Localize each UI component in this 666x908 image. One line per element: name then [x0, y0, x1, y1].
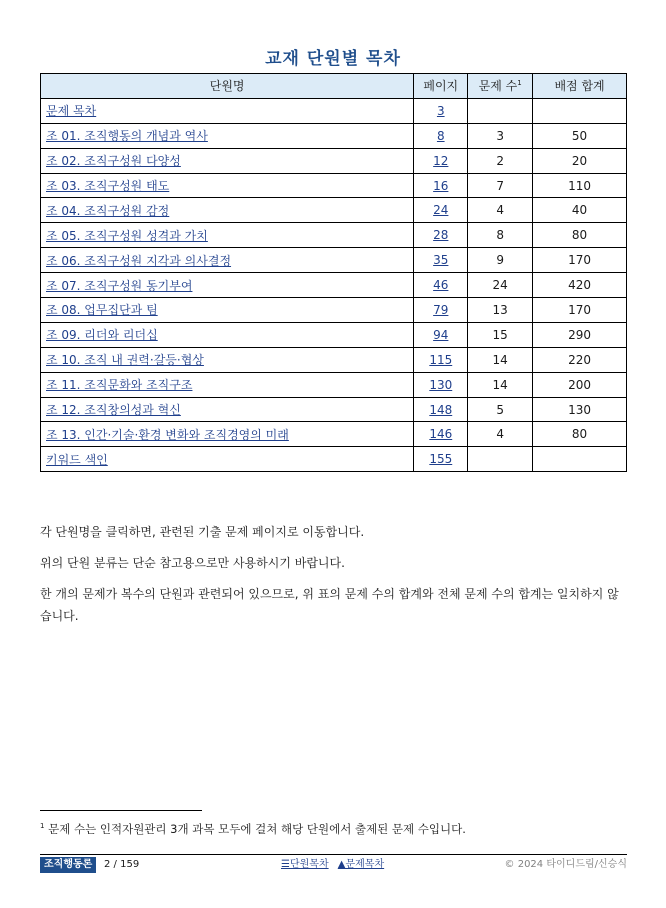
page-link[interactable]: 8 — [436, 128, 445, 143]
points-cell: 40 — [533, 198, 627, 223]
table-row — [41, 173, 627, 198]
points-cell: 80 — [533, 223, 627, 248]
notes — [40, 521, 626, 636]
points-cell: 170 — [533, 298, 627, 323]
page-link[interactable]: 12 — [433, 153, 449, 168]
page-link[interactable]: 155 — [429, 452, 453, 467]
note-1: 각 단원명을 클릭하면, 관련된 기출 문제 페이지로 이동합니다. — [40, 525, 365, 539]
unit-link[interactable]: 조 07. 조직구성원 동기부여 — [46, 278, 193, 293]
page-cell — [414, 98, 468, 123]
page-link[interactable]: 148 — [429, 402, 453, 417]
unit-link[interactable]: 조 10. 조직 내 권력·갈등·협상 — [46, 353, 204, 368]
points-cell: 20 — [533, 148, 627, 173]
table-header-row — [41, 74, 627, 99]
page-cell — [414, 198, 468, 223]
points-cell: 130 — [533, 397, 627, 422]
unit-toc-link[interactable]: ☰단원목차 — [281, 859, 329, 870]
page-link[interactable]: 28 — [433, 228, 449, 243]
unit-cell — [41, 322, 414, 347]
table-row — [41, 123, 627, 148]
toc-table — [40, 73, 627, 472]
page-cell — [414, 223, 468, 248]
header-points: 배점 합계 — [533, 74, 627, 99]
count-cell: 13 — [468, 298, 533, 323]
unit-link[interactable]: 조 03. 조직구성원 태도 — [46, 179, 170, 193]
count-cell: 14 — [468, 347, 533, 372]
page-cell — [414, 248, 468, 273]
points-cell — [533, 98, 627, 123]
unit-cell — [41, 397, 414, 422]
page-indicator: 2 / 159 — [104, 859, 140, 870]
count-cell: 2 — [468, 148, 533, 173]
table-row — [41, 148, 627, 173]
unit-link[interactable]: 조 05. 조직구성원 성격과 가치 — [46, 228, 208, 243]
page-link[interactable]: 35 — [433, 253, 449, 268]
count-cell: 3 — [468, 123, 533, 148]
table-row — [41, 198, 627, 223]
unit-cell — [41, 198, 414, 223]
unit-link[interactable]: 조 08. 업무집단과 팀 — [46, 303, 158, 318]
header-page: 페이지 — [414, 74, 468, 99]
table-row — [41, 98, 627, 123]
page-cell — [414, 397, 468, 422]
unit-link[interactable]: 조 02. 조직구성원 다양성 — [46, 154, 181, 169]
page-cell — [414, 123, 468, 148]
unit-cell — [41, 298, 414, 323]
page-cell — [414, 322, 468, 347]
table-row — [41, 372, 627, 397]
unit-cell — [41, 273, 414, 298]
unit-cell — [41, 372, 414, 397]
unit-cell — [41, 148, 414, 173]
count-cell — [468, 98, 533, 123]
page-link[interactable]: 115 — [429, 352, 453, 367]
footnote-mark: 1 — [40, 822, 45, 831]
note-2: 위의 단원 분류는 단순 참고용으로만 사용하시기 바랍니다. — [40, 556, 345, 570]
count-cell: 4 — [468, 422, 533, 447]
table-row — [41, 397, 627, 422]
unit-link[interactable]: 조 12. 조직창의성과 혁신 — [46, 403, 181, 418]
page-link[interactable]: 94 — [433, 327, 449, 342]
page-link[interactable]: 46 — [433, 278, 449, 293]
table-row — [41, 298, 627, 323]
points-cell: 220 — [533, 347, 627, 372]
page-cell — [414, 372, 468, 397]
unit-link[interactable]: 조 09. 리더와 리더십 — [46, 328, 158, 343]
points-cell: 170 — [533, 248, 627, 273]
unit-link[interactable]: 키워드 색인 — [46, 452, 108, 467]
unit-cell — [41, 223, 414, 248]
points-cell: 200 — [533, 372, 627, 397]
unit-cell — [41, 248, 414, 273]
header-count — [468, 74, 533, 99]
footnote — [40, 821, 466, 837]
footer-divider — [40, 854, 627, 855]
points-cell — [533, 447, 627, 472]
page-cell — [414, 148, 468, 173]
unit-cell — [41, 98, 414, 123]
page-link[interactable]: 130 — [429, 377, 453, 392]
count-cell — [468, 447, 533, 472]
unit-cell — [41, 173, 414, 198]
table-row — [41, 322, 627, 347]
points-cell: 420 — [533, 273, 627, 298]
table-row — [41, 273, 627, 298]
unit-cell — [41, 123, 414, 148]
footnote-ref: 1 — [517, 79, 522, 88]
count-cell: 15 — [468, 322, 533, 347]
count-cell: 7 — [468, 173, 533, 198]
problem-toc-link[interactable]: ▲문제목차 — [337, 859, 385, 870]
note-3: 한 개의 문제가 복수의 단원과 관련되어 있으므로, 위 표의 문제 수의 합계와 전체 문제 수의 합계는 일치하지 않습니다. — [40, 587, 619, 623]
subject-badge: 조직행동론 — [40, 857, 96, 873]
page-link[interactable]: 146 — [429, 427, 453, 442]
points-cell: 50 — [533, 123, 627, 148]
points-cell: 290 — [533, 322, 627, 347]
count-cell: 4 — [468, 198, 533, 223]
table-row — [41, 347, 627, 372]
header-count-label: 문제 수 — [478, 79, 518, 94]
footnote-text: 문제 수는 인적자원관리 3개 과목 모두에 걸쳐 해당 단원에서 출제된 문제 수입니다. — [48, 822, 466, 836]
page-cell — [414, 422, 468, 447]
unit-link[interactable]: 조 11. 조직문화와 조직구조 — [46, 378, 193, 393]
page-link[interactable]: 79 — [433, 302, 449, 317]
page-cell — [414, 173, 468, 198]
unit-cell — [41, 422, 414, 447]
unit-link[interactable]: 조 06. 조직구성원 지각과 의사결정 — [46, 253, 232, 268]
footer — [40, 857, 627, 873]
unit-link[interactable]: 조 13. 인간·기술·환경 변화와 조직경영의 미래 — [46, 427, 289, 442]
points-cell: 80 — [533, 422, 627, 447]
page-title: 교재 단원별 목차 — [265, 49, 401, 69]
unit-cell — [41, 447, 414, 472]
unit-cell — [41, 347, 414, 372]
unit-link[interactable]: 조 01. 조직행동의 개념과 역사 — [46, 129, 208, 144]
page-cell — [414, 298, 468, 323]
page-cell — [414, 347, 468, 372]
page-cell — [414, 273, 468, 298]
points-cell: 110 — [533, 173, 627, 198]
header-unit: 단원명 — [41, 74, 414, 99]
page-link[interactable]: 16 — [433, 178, 449, 193]
table-row — [41, 223, 627, 248]
table-row — [41, 422, 627, 447]
count-cell: 14 — [468, 372, 533, 397]
copyright: © 2024 타이디드림/신승식 — [504, 859, 627, 870]
count-cell: 8 — [468, 223, 533, 248]
unit-link[interactable]: 문제 목차 — [46, 104, 97, 119]
table-row — [41, 447, 627, 472]
page-link[interactable]: 24 — [433, 203, 449, 218]
footer-nav — [281, 858, 390, 872]
count-cell: 24 — [468, 273, 533, 298]
table-row — [41, 248, 627, 273]
count-cell: 5 — [468, 397, 533, 422]
footnote-divider — [40, 810, 202, 811]
unit-link[interactable]: 조 04. 조직구성원 감정 — [46, 203, 170, 218]
page-link[interactable]: 3 — [436, 103, 445, 118]
count-cell: 9 — [468, 248, 533, 273]
page-cell — [414, 447, 468, 472]
